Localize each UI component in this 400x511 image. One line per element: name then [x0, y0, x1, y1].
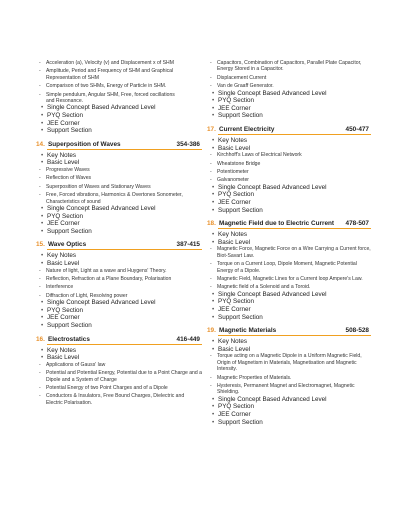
list-item: • Basic Level	[36, 159, 202, 167]
chapter-title: Superposition of Waves	[48, 140, 121, 148]
list-item: • Single Concept Based Advanced Level	[36, 205, 202, 213]
list-item: - Free, Forced vibrations, Harmonics & Overtones Sonometer, Characteristics of sound	[36, 192, 202, 205]
chapter-heading-17[interactable]	[207, 124, 371, 135]
list-item: • Basic Level	[207, 145, 371, 153]
list-item: • JEE Corner	[207, 306, 371, 314]
list-item: • JEE Corner	[36, 314, 202, 322]
chapter-number: 14.	[36, 140, 45, 148]
list-item: • JEE Corner	[207, 105, 371, 113]
list-item: - Diffraction of Light, Resolving power	[36, 293, 202, 299]
chapter-pages: 354-386	[176, 140, 200, 148]
list-item: • JEE Corner	[36, 120, 202, 128]
chapter-title: Current Electricity	[219, 126, 275, 133]
list-item: • Key Notes	[207, 338, 371, 346]
list-item: • Basic Level	[207, 346, 371, 354]
chapter-pages: 450-477	[345, 126, 369, 133]
list-item: • Key Notes	[36, 152, 202, 160]
list-item: - Torque on a Current Loop, Dipole Moment, Magnetic Potential Energy of a Dipole.	[207, 261, 371, 274]
list-item: - Conductors & Insulators, Free Bound Charges, Dielectric and Electric Polarisation.	[36, 393, 202, 406]
list-item: - Applications of Gauss' law	[36, 362, 202, 368]
list-item: - Comparison of two SHMs, Energy of Particle in SHM.	[36, 83, 202, 89]
right-column	[207, 60, 371, 426]
list-item: • JEE Corner	[207, 199, 371, 207]
list-item: • PYQ Section	[207, 191, 371, 199]
list-item: - Torque acting on a Magnetic Dipole in a Uniform Magnetic Field, Origin of Magnetism in Materials, Magnetisation and Magnetic Intensity.	[207, 353, 371, 372]
chapter-title: Magnetic Field due to Electric Current	[219, 220, 335, 228]
chapter-rule	[218, 335, 371, 336]
list-item: • Basic Level	[36, 260, 202, 268]
list-item: • PYQ Section	[207, 403, 371, 411]
chapter-pages: 416-449	[176, 335, 200, 343]
chapter-number: 17.	[207, 126, 216, 133]
list-item: - Magnetic Field, Magnetic Lines for a Current loop Ampere's Law.	[207, 276, 371, 282]
list-item: • Support Section	[36, 322, 202, 330]
list-item: - Potential and Potential Energy, Potential due to a Point Charge and a Dipole and a System of Charge	[36, 370, 202, 383]
list-item: - Wheatstone Bridge	[207, 161, 371, 167]
list-item: - Magnetic Properties of Materials.	[207, 375, 371, 381]
list-item: - Nature of light, Light as a wave and Huygens' Theory.	[36, 268, 202, 274]
list-item: - Acceleration (a), Velocity (v) and Displacement x of SHM	[36, 60, 202, 66]
list-item: - Potential Energy of two Point Charges and of a Dipole	[36, 385, 202, 391]
chapter-title: Wave Optics	[48, 241, 87, 249]
chapter-number: 19.	[207, 327, 216, 335]
chapter-rule	[218, 228, 371, 229]
list-item: - Displacement Current	[207, 75, 371, 81]
list-item: - Superposition of Waves and Stationary Waves	[36, 184, 202, 190]
list-item: - Reflection of Waves	[36, 175, 202, 181]
list-item: • PYQ Section	[36, 112, 202, 120]
chapter-pages: 508-528	[345, 327, 369, 335]
list-item: • PYQ Section	[207, 97, 371, 105]
list-item: • Support Section	[207, 112, 371, 120]
list-item: - Interference	[36, 284, 202, 290]
list-item: - Kirchhoff's Laws of Electrical Network	[207, 152, 371, 158]
list-item: • JEE Corner	[207, 411, 371, 419]
list-item: • Single Concept Based Advanced Level	[36, 104, 202, 112]
list-item: - Magnetic Force, Magnetic Force on a Wire Carrying a Current force, Biot-Savart Law.	[207, 246, 371, 259]
chapter-heading-16[interactable]	[36, 334, 202, 345]
list-item: - Van de Graaff Generator.	[207, 83, 371, 89]
list-item: • PYQ Section	[36, 213, 202, 221]
list-item: • Support Section	[36, 228, 202, 236]
chapter-pages: 387-415	[176, 241, 200, 249]
list-item: • Basic Level	[207, 239, 371, 247]
chapter-rule	[218, 134, 371, 135]
list-item: • Single Concept Based Advanced Level	[36, 299, 202, 307]
list-item: • Support Section	[36, 127, 202, 135]
list-item: • Key Notes	[36, 347, 202, 355]
left-column	[36, 60, 202, 406]
chapter-heading-14[interactable]	[36, 139, 202, 150]
list-item: • Single Concept Based Advanced Level	[207, 291, 371, 299]
list-item: - Progressive Waves	[36, 167, 202, 173]
list-item: - Simple pendulum, Angular SHM, Free, forced oscillations and Resonance.	[36, 92, 202, 105]
list-item: • Support Section	[207, 207, 371, 215]
chapter-heading-18[interactable]	[207, 218, 371, 229]
chapter-title: Magnetic Materials	[219, 327, 277, 335]
list-item: • Support Section	[207, 314, 371, 322]
list-item: • Key Notes	[207, 137, 371, 145]
list-item: • Key Notes	[207, 231, 371, 239]
chapter-heading-15[interactable]	[36, 239, 202, 250]
list-item: • Single Concept Based Advanced Level	[207, 396, 371, 404]
chapter-pages: 478-507	[345, 220, 369, 228]
chapter-number: 15.	[36, 241, 45, 249]
list-item: - Capacitors, Combination of Capacitors, Parallel Plate Capacitor, Energy Stored in a Capacitor.	[207, 60, 371, 73]
list-item: • Basic Level	[36, 354, 202, 362]
list-item: • PYQ Section	[207, 298, 371, 306]
list-item: • Single Concept Based Advanced Level	[207, 90, 371, 98]
list-item: - Galvanometer	[207, 177, 371, 183]
list-item: - Amplitude, Period and Frequency of SHM and Graphical Representation of SHM	[36, 68, 202, 81]
chapter-rule	[47, 344, 202, 345]
chapter-number: 16.	[36, 335, 45, 343]
list-item: • Support Section	[207, 419, 371, 427]
list-item: - Potentiometer	[207, 169, 371, 175]
chapter-number: 18.	[207, 220, 216, 228]
list-item: • PYQ Section	[36, 307, 202, 315]
chapter-heading-19[interactable]	[207, 325, 371, 336]
chapter-rule	[47, 249, 202, 250]
chapter-title: Electrostatics	[48, 335, 90, 343]
list-item: - Hysteresis, Permanent Magnet and Electromagnet, Magnetic Shielding.	[207, 383, 371, 396]
list-item: • Key Notes	[36, 252, 202, 260]
chapter-rule	[47, 149, 202, 150]
list-item: - Reflection, Refraction at a Plane Boundary, Polarisation	[36, 276, 202, 282]
list-item: - Magnetic field of a Solenoid and a Toroid.	[207, 284, 371, 290]
list-item: • Single Concept Based Advanced Level	[207, 184, 371, 192]
list-item: • JEE Corner	[36, 220, 202, 228]
